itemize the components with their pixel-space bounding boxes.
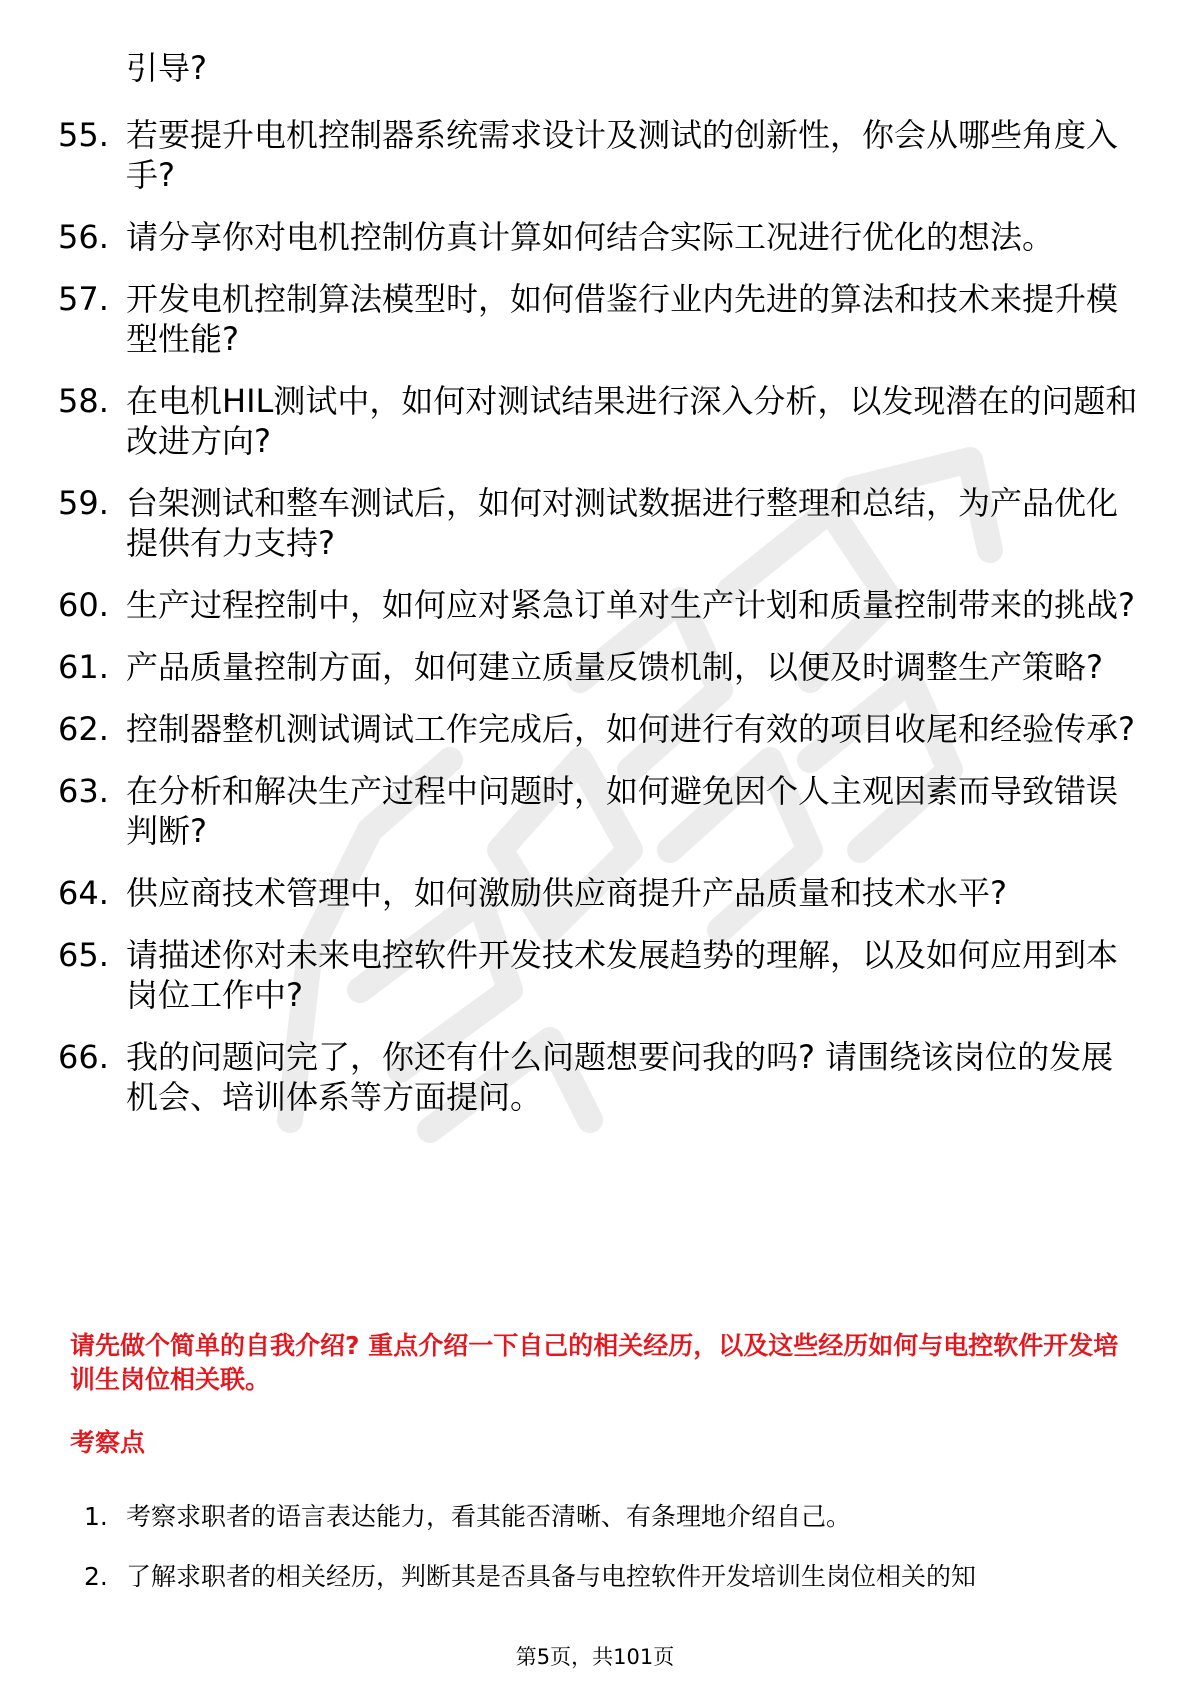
question-number: 66.: [58, 1038, 109, 1076]
question-text: 请分享你对电机控制仿真计算如何结合实际工况进行优化的想法。: [126, 218, 1055, 256]
question-item: [58, 709, 1138, 749]
question-item: [58, 771, 1138, 851]
question-text: 若要提升电机控制器系统需求设计及测试的创新性，你会从哪些角度入手?: [126, 116, 1119, 194]
question-text: 产品质量控制方面，如何建立质量反馈机制，以便及时调整生产策略?: [126, 648, 1103, 686]
assessment-point-item: [84, 1560, 1144, 1594]
question-number: 65.: [58, 936, 109, 974]
question-item: [58, 873, 1138, 913]
question-number: 55.: [58, 116, 109, 154]
question-item: [58, 217, 1138, 257]
question-item: [58, 935, 1138, 1015]
question-number: 63.: [58, 772, 109, 810]
question-text: 我的问题问完了，你还有什么问题想要问我的吗? 请围绕该岗位的发展机会、培训体系等方面提问。: [126, 1038, 1114, 1116]
question-text: 请描述你对未来电控软件开发技术发展趋势的理解，以及如何应用到本岗位工作中?: [126, 936, 1119, 1014]
assessment-point-list: [84, 1500, 1144, 1620]
question-number: 58.: [58, 382, 109, 420]
question-item: [58, 1037, 1138, 1117]
question-text: 开发电机控制算法模型时，如何借鉴行业内先进的算法和技术来提升模型性能?: [126, 280, 1119, 358]
question-item: [58, 647, 1138, 687]
question-text: 生产过程控制中，如何应对紧急订单对生产计划和质量控制带来的挑战?: [126, 586, 1135, 624]
point-number: 2.: [84, 1562, 108, 1591]
question-number: 57.: [58, 280, 109, 318]
question-number: 60.: [58, 586, 109, 624]
question-item: [58, 483, 1138, 563]
question-number: 56.: [58, 218, 109, 256]
question-item: [58, 115, 1138, 195]
assessment-point-item: [84, 1500, 1144, 1534]
point-text: 了解求职者的相关经历，判断其是否具备与电控软件开发培训生岗位相关的知: [126, 1562, 977, 1591]
question-text: 在分析和解决生产过程中问题时，如何避免因个人主观因素而导致错误判断?: [126, 772, 1119, 850]
question-item: [58, 585, 1138, 625]
question-text: 台架测试和整车测试后，如何对测试数据进行整理和总结，为产品优化提供有力支持?: [126, 484, 1119, 562]
question-number: 62.: [58, 710, 109, 748]
assessment-points-heading: 考察点: [70, 1428, 146, 1457]
continuation-text: 引导?: [126, 49, 207, 87]
highlighted-intro-question: 请先做个简单的自我介绍? 重点介绍一下自己的相关经历，以及这些经历如何与电控软件开发培训生岗位相关联。: [70, 1331, 1119, 1394]
point-text: 考察求职者的语言表达能力，看其能否清晰、有条理地介绍自己。: [126, 1502, 852, 1531]
question-number: 61.: [58, 648, 109, 686]
question-number: 59.: [58, 484, 109, 522]
question-item: [58, 381, 1138, 461]
point-number: 1.: [84, 1502, 108, 1531]
question-number: 64.: [58, 874, 109, 912]
page-footer: 第5页，共101页: [515, 1645, 675, 1669]
question-item: [58, 279, 1138, 359]
interview-question-list: [58, 115, 1138, 1139]
question-text: 在电机HIL测试中，如何对测试结果进行深入分析，以发现潜在的问题和改进方向?: [126, 382, 1138, 460]
question-text: 供应商技术管理中，如何激励供应商提升产品质量和技术水平?: [126, 874, 1007, 912]
question-text: 控制器整机测试调试工作完成后，如何进行有效的项目收尾和经验传承?: [126, 710, 1135, 748]
